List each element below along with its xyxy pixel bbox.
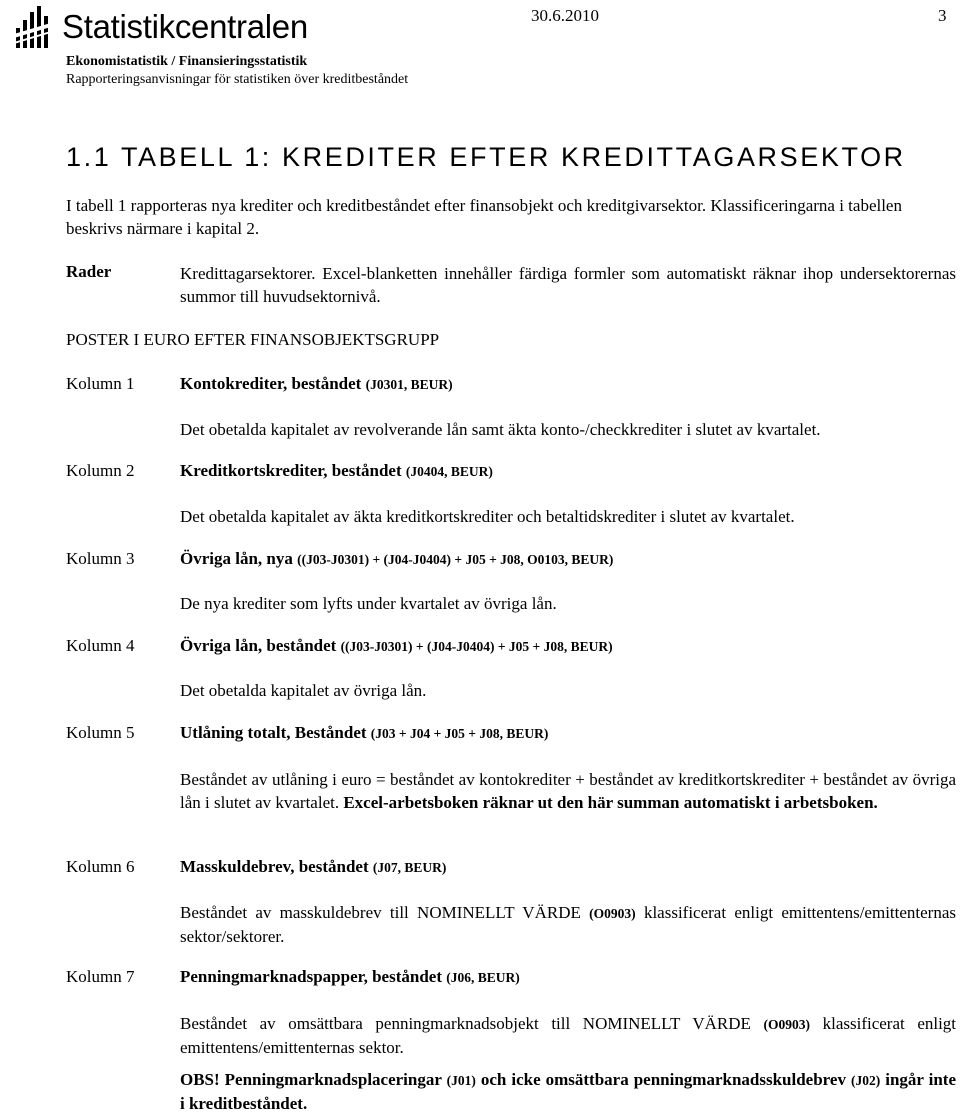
column-title-text: Kreditkortskrediter, beståndet	[180, 461, 402, 480]
column-description-code: (O0903)	[589, 906, 636, 921]
column-description: Det obetalda kapitalet av övriga lån.	[180, 681, 427, 700]
column-description: De nya krediter som lyfts under kvartalet av övriga lån.	[180, 594, 557, 613]
column-title-text: Övriga lån, nya	[180, 549, 293, 568]
column-code: (J06, BEUR)	[446, 970, 520, 985]
column-title-text: Masskuldebrev, beståndet	[180, 857, 369, 876]
column-label: Kolumn 2	[66, 461, 135, 480]
column-title-text: Penningmarknadspapper, beståndet	[180, 967, 442, 986]
obs-code: (J01)	[446, 1073, 476, 1088]
column-description	[180, 1012, 956, 1059]
logo-text: Statistikcentralen	[62, 8, 308, 45]
obs-text: ingår inte i kreditbeståndet.	[180, 1070, 957, 1113]
column-description-text: Beståndet av omsättbara penningmarknadsobjekt till NOMINELLT VÄRDE	[180, 1014, 751, 1033]
column-description-text: Beståndet av masskuldebrev till NOMINELLT VÄRDE	[180, 903, 581, 922]
column-label: Kolumn 1	[66, 374, 135, 393]
obs-text: OBS! Penningmarknadsplaceringar	[180, 1070, 442, 1089]
column-label: Kolumn 4	[66, 636, 135, 655]
column-code: ((J03-J0301) + (J04-J0404) + J05 + J08, O0103, BEUR)	[297, 552, 614, 567]
rader-text: Kredittagarsektorer. Excel-blanketten innehåller färdiga formler som automatiskt räknar ihop undersektorernas summor till huvudsektornivå.	[180, 264, 956, 306]
column-code: (J0404, BEUR)	[405, 464, 493, 479]
column-label: Kolumn 3	[66, 549, 135, 568]
statistikcentralen-logo-icon	[14, 4, 54, 50]
column-code: ((J03-J0301) + (J04-J0404) + J05 + J08, BEUR)	[340, 639, 613, 654]
column-title-text: Utlåning totalt, Beståndet	[180, 723, 367, 742]
column-description-note: Excel-arbetsboken räknar ut den här summan automatiskt i arbetsboken.	[343, 793, 878, 812]
poster-heading: POSTER I EURO EFTER FINANSOBJEKTSGRUPP	[66, 330, 440, 349]
column-title	[180, 374, 453, 394]
column-title	[180, 461, 493, 481]
column-code: (J07, BEUR)	[372, 860, 447, 875]
logo	[14, 4, 314, 50]
header-subtitle: Rapporteringsanvisningar för statistiken över kreditbeståndet	[66, 72, 409, 87]
column-description-code: (O0903)	[763, 1017, 811, 1032]
obs-code: (J02)	[850, 1073, 881, 1088]
column-description-text: Beståndet av utlåning i euro = beståndet av kontokrediter + beståndet av kreditkortskrediter + beståndet av övriga lån i slutet av kvartalet.	[180, 770, 956, 812]
column-title	[180, 723, 548, 743]
column-label: Kolumn 5	[66, 723, 135, 742]
column-label: Kolumn 6	[66, 857, 135, 876]
column-description: Det obetalda kapitalet av äkta kreditkortskrediter och betaltidskrediter i slutet av kvartalet.	[180, 507, 795, 526]
column-description-text: klassificerat enligt emittentens/emittenternas sektor/sektorer.	[180, 903, 957, 946]
obs-note	[180, 1068, 956, 1115]
section-title: 1.1 TABELL 1: KREDITER EFTER KREDITTAGARSEKTOR	[66, 142, 906, 172]
column-code: (J03 + J04 + J05 + J08, BEUR)	[370, 726, 549, 741]
column-title	[180, 857, 446, 877]
intro-paragraph: I tabell 1 rapporteras nya krediter och kreditbeståndet efter finansobjekt och kreditgivarsektor. Klassificeringarna i tabellen beskrivs närmare i kapital 2.	[66, 196, 902, 238]
header-department: Ekonomistatistik / Finansieringsstatistik	[66, 54, 308, 69]
column-description-text: klassificerat enligt emittentens/emittenternas sektor.	[180, 1014, 957, 1057]
rader-label: Rader	[66, 262, 112, 281]
column-title-text: Kontokrediter, beståndet	[180, 374, 362, 393]
column-description: Det obetalda kapitalet av revolverande lån samt äkta konto-/checkkrediter i slutet av kvartalet.	[180, 420, 821, 439]
header-date: 30.6.2010	[531, 6, 599, 25]
column-label: Kolumn 7	[66, 967, 135, 986]
obs-text: och icke omsättbara penningmarknadsskuldebrev	[480, 1070, 846, 1089]
column-description	[180, 768, 956, 814]
column-title	[180, 636, 613, 656]
column-title	[180, 549, 613, 569]
column-code: (J0301, BEUR)	[365, 377, 453, 392]
column-description	[180, 901, 956, 948]
column-title-text: Övriga lån, beståndet	[180, 636, 337, 655]
page-number: 3	[938, 6, 947, 25]
column-title	[180, 967, 520, 987]
